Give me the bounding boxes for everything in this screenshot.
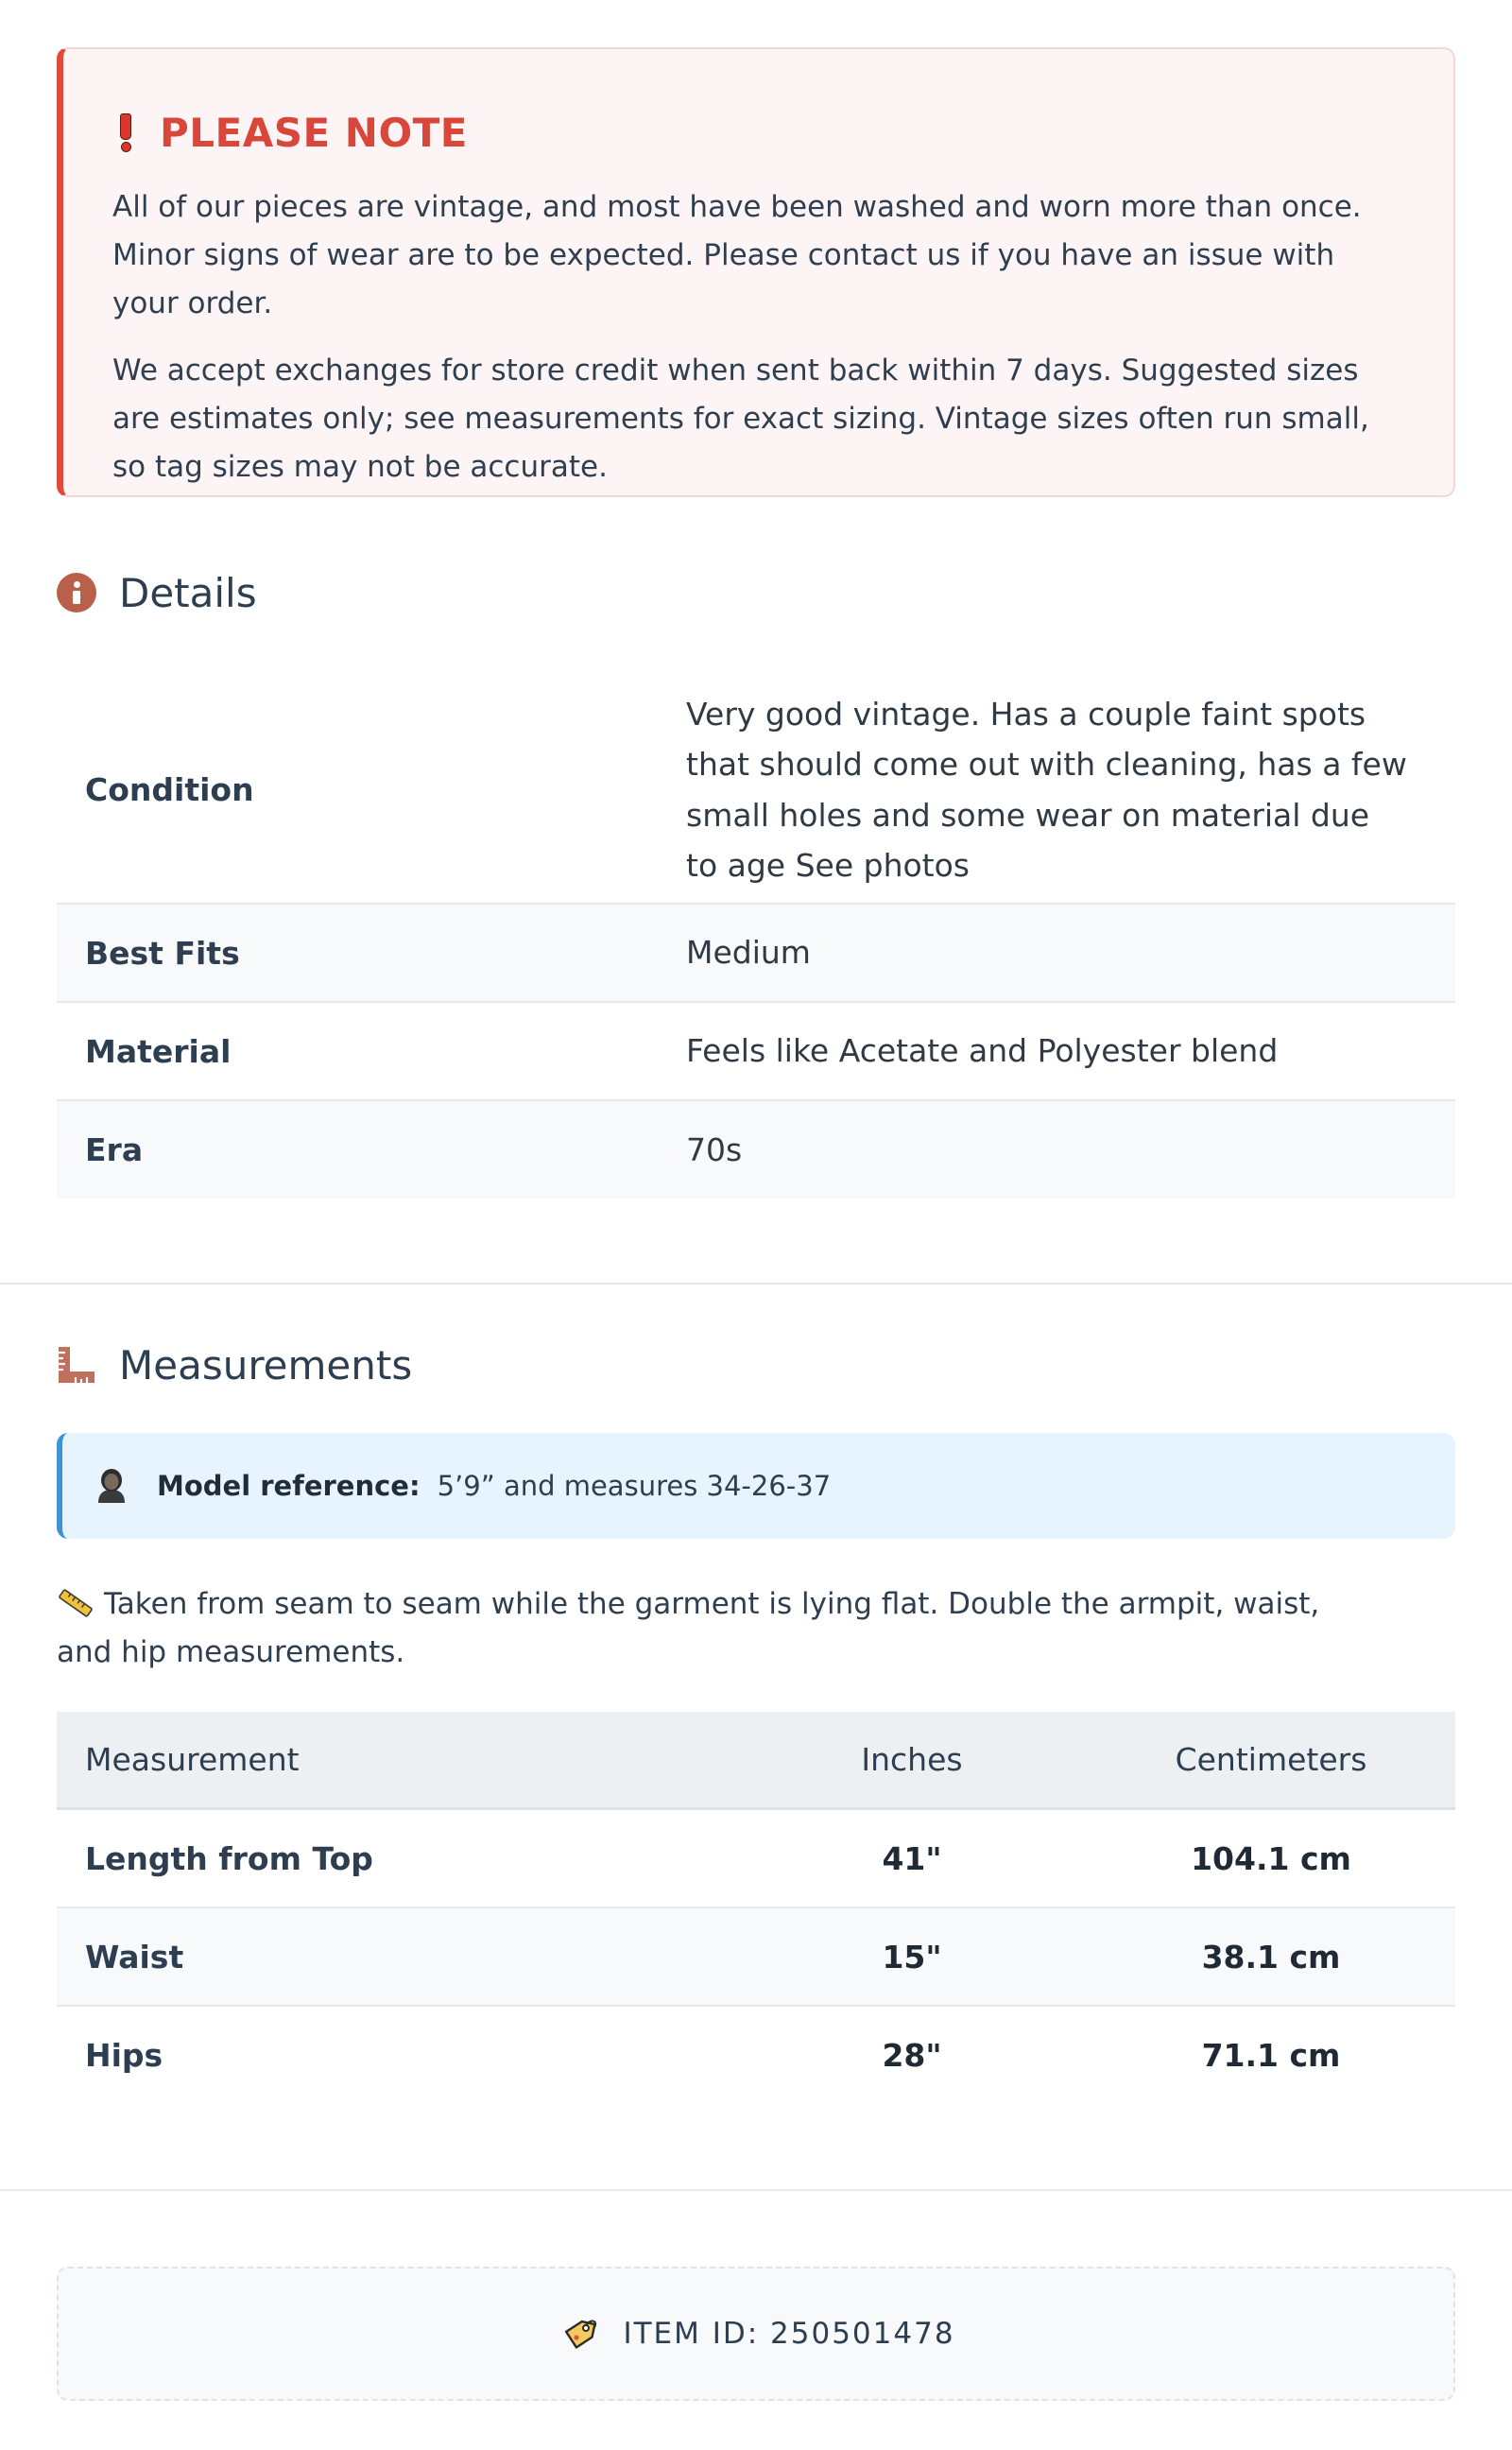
model-reference-label: Model reference: (157, 1470, 421, 1502)
model-reference-value: 5’9” and measures 34-26-37 (437, 1470, 832, 1502)
table-header-row (57, 1712, 1455, 1809)
details-heading (57, 564, 257, 621)
info-icon (57, 573, 96, 612)
measurements-table (57, 1712, 1455, 2103)
ruler-icon (57, 1345, 96, 1385)
header-measurement: Measurement (85, 1741, 300, 1778)
measurement-inches: 41" (882, 1839, 942, 1877)
details-row-condition (57, 677, 1455, 904)
section-divider (0, 1283, 1512, 1285)
details-value: Medium (686, 934, 811, 972)
notice-paragraph-1: All of our pieces are vintage, and most have been washed and worn more than once. Minor signs of wear are to be expected. Please contact us if you have an issue with your order. (112, 190, 1362, 320)
details-row-era (57, 1100, 1455, 1199)
details-label: Era (85, 1131, 144, 1168)
details-label: Best Fits (85, 934, 240, 972)
details-row-material (57, 1002, 1455, 1100)
details-table (57, 677, 1455, 1199)
measurement-note (57, 1580, 1380, 1677)
measurement-name: Waist (85, 1938, 184, 1976)
notice-heading: PLEASE NOTE (160, 109, 468, 156)
exclamation-icon (118, 113, 131, 151)
measurement-centimeters: 71.1 cm (1201, 2036, 1341, 2074)
details-label: Material (85, 1032, 232, 1070)
details-value: Very good vintage. Has a couple faint spots that should come out with cleaning, has a few small holes and some wear on material due to age See photos (686, 695, 1407, 884)
details-value: 70s (686, 1130, 743, 1168)
table-row (57, 1809, 1455, 1908)
item-id-text: ITEM ID: 250501478 (623, 2317, 955, 2351)
please-note-box (57, 47, 1455, 497)
details-label: Condition (85, 771, 254, 808)
measurements-heading (57, 1337, 412, 1393)
table-row (57, 1907, 1455, 2006)
item-id-box (57, 2267, 1455, 2401)
measurement-inches: 28" (882, 2036, 942, 2074)
notice-title-row (112, 104, 1406, 161)
details-title: Details (119, 569, 257, 616)
details-row-best-fits (57, 904, 1455, 1002)
measurements-title: Measurements (119, 1341, 413, 1389)
header-inches: Inches (861, 1741, 963, 1778)
tag-icon (560, 2314, 600, 2354)
measurement-note-text: Taken from seam to seam while the garment is lying flat. Double the armpit, waist, and hip measurements. (57, 1587, 1320, 1669)
measurement-inches: 15" (882, 1938, 942, 1976)
section-divider (0, 2189, 1512, 2191)
measurement-name: Hips (85, 2036, 163, 2074)
measurement-name: Length from Top (85, 1839, 373, 1877)
notice-paragraph-2: We accept exchanges for store credit when sent back within 7 days. Suggested sizes are estimates only; see measurements for exact sizing. Vintage sizes often run small, so tag sizes may not be accurate. (112, 354, 1369, 484)
person-icon (94, 1467, 129, 1505)
measurement-centimeters: 38.1 cm (1201, 1938, 1341, 1976)
pencil-icon (57, 1586, 94, 1618)
header-centimeters: Centimeters (1175, 1741, 1367, 1778)
model-reference-box (57, 1433, 1455, 1539)
details-value: Feels like Acetate and Polyester blend (686, 1032, 1279, 1070)
measurement-centimeters: 104.1 cm (1191, 1839, 1351, 1877)
table-row (57, 2006, 1455, 2103)
